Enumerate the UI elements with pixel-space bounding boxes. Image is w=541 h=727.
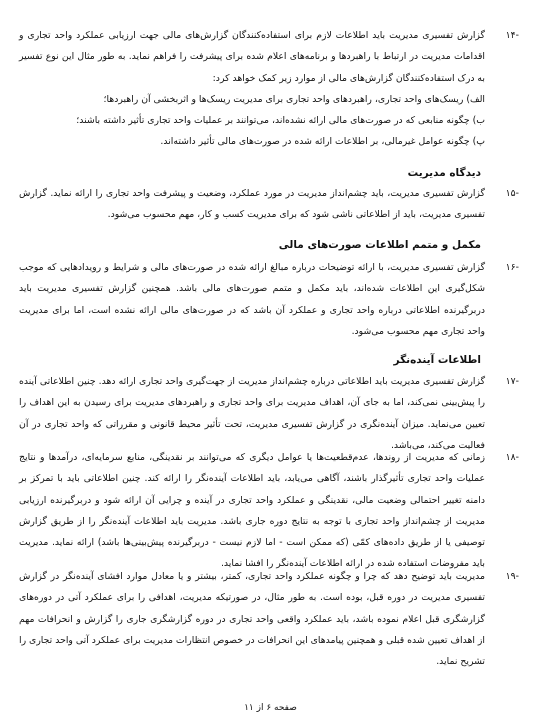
- paragraph-number: -۱۹: [505, 571, 519, 582]
- paragraph-number: -۱۷: [505, 376, 519, 387]
- section-heading: دیدگاه مدیریت: [407, 167, 481, 179]
- paragraph-text: مدیریت باید توضیح دهد که چرا و چگونه عملکرد واحد تجاری، کمتر، بیشتر و یا معادل موارد افشای آینده‌نگر در گزارش تفسیری مدیریت در دوره قبل، بوده است. به طور مثال، در صورتیکه مدیریت، اهدافی را برای عملکرد آتی در دوره‌های گزارشگری قبل اعلام نموده باشد، باید عملکرد واقعی واحد تجاری در دوره گزارشگری جاری را گزارش و انحرافات مهم از اهداف تعیین شده قبلی و همچنین پیامدهای این انحرافات در خصوص انتظارات مدیریت برای عملکرد آتی واحد تجاری را تشریح نماید.: [19, 571, 485, 668]
- paragraph-text: گزارش تفسیری مدیریت، با ارائه توضیحات درباره مبالغ ارائه شده در صورت‌های مالی و شرایط و رویدادهایی که موجب شکل‌گیری این اطلاعات شده‌اند، باید مکمل و متمم صورت‌های مالی باشد. همچنین گزارش تفسیری مدیریت باید دربرگیرنده اطلاعاتی درباره واحد تجاری و عملکرد آن باشد که در صورت‌های مالی ارائه نشده است، اما برای مدیریت واحد تجاری مهم محسوب می‌شود.: [19, 262, 485, 337]
- paragraph-number: -۱۵: [505, 188, 519, 199]
- paragraph-number: -۱۸: [505, 452, 519, 463]
- paragraph-18: [19, 447, 519, 575]
- list-item: پ) چگونه عوامل غیرمالی، بر اطلاعات ارائه شده در صورت‌های مالی تأثیر داشته‌اند.: [160, 136, 485, 148]
- list-item: ب) چگونه منابعی که در صورت‌های مالی ارائه نشده‌اند، می‌توانند بر عملیات واحد تجاری تأثیر داشته باشند؛: [76, 115, 485, 127]
- list-item: الف) ریسک‌های واحد تجاری، راهبردهای واحد تجاری برای مدیریت ریسک‌ها و اثربخشی آن راهبردها؛: [103, 93, 485, 105]
- paragraph-text: گزارش تفسیری مدیریت باید اطلاعات لازم برای استفاده‌کنندگان گزارش‌های مالی جهت ارزیابی عملکرد واحد تجاری و اقدامات مدیریت در ارتباط با راهبردها و برنامه‌های اعلام شده برای پیشرفت را فراهم نماید. به طور مثال این نوع تفسیر به درک استفاده‌کنندگان گزارش‌های مالی از موارد زیر کمک خواهد کرد:: [19, 30, 485, 84]
- section-heading: اطلاعات آینده‌نگر: [393, 354, 481, 366]
- page-number: صفحه ۶ از ۱۱: [244, 703, 297, 713]
- paragraph-number: -۱۶: [505, 262, 519, 273]
- paragraph-17: [19, 371, 519, 456]
- section-heading: مکمل و متمم اطلاعات صورت‌های مالی: [278, 239, 481, 251]
- paragraph-16: [19, 257, 519, 342]
- paragraph-number: -۱۴: [505, 30, 519, 41]
- paragraph-15: [19, 183, 519, 226]
- paragraph-14: [19, 25, 519, 153]
- paragraph-19: [19, 566, 519, 672]
- paragraph-text: گزارش تفسیری مدیریت باید اطلاعاتی درباره چشم‌انداز مدیریت از جهت‌گیری واحد تجاری ارائه دهد. چنین اطلاعاتی آینده را پیش‌بینی نمی‌کند، اما به جای آن، اهداف مدیریت برای واحد تجاری و راهبردهای مدیریت برای رسیدن به این اهداف را تعیین می‌نماید. میزان آینده‌نگری در گزارش تفسیری مدیریت، تحت تأثیر محیط قانونی و مقرراتی که واحد تجاری در آن فعالیت می‌کند، می‌باشد.: [19, 376, 485, 451]
- paragraph-text: زمانی که مدیریت از روندها، عدم‌قطعیت‌ها یا عوامل دیگری که می‌توانند بر نقدینگی، منابع سرمایه‌ای، درآمدها و نتایج عملیات واحد تجاری تأثیرگذار باشند، آگاهی می‌یابد، باید اطلاعات آینده‌نگر را ارائه کند. چنین اطلاعاتی باید با تمرکز بر دامنه تغییر احتمالی وضعیت مالی، نقدینگی و عملکرد واحد تجاری در آینده و چرایی آن ارائه شود و دربرگیرنده ارزیابی مدیریت از چشم‌انداز واحد تجاری با توجه به نتایج دوره جاری باشد. مدیریت باید اطلاعات آینده‌نگر را از طریق گزارش توصیفی یا از طریق داده‌های کمّی (که ممکن است - اما لازم نیست - دربرگیرنده پیش‌بینی‌ها باشد) ارائه نماید. مدیریت باید مفروضات استفاده شده در ارائه اطلاعات آینده‌نگر را افشا نماید.: [19, 452, 485, 570]
- paragraph-text: گزارش تفسیری مدیریت، باید چشم‌انداز مدیریت در مورد عملکرد، وضعیت و پیشرفت واحد تجاری را ارائه نماید. گزارش تفسیری مدیریت، باید از اطلاعاتی ناشی شود که برای مدیریت کسب و کار، مهم محسوب می‌شود.: [19, 188, 485, 221]
